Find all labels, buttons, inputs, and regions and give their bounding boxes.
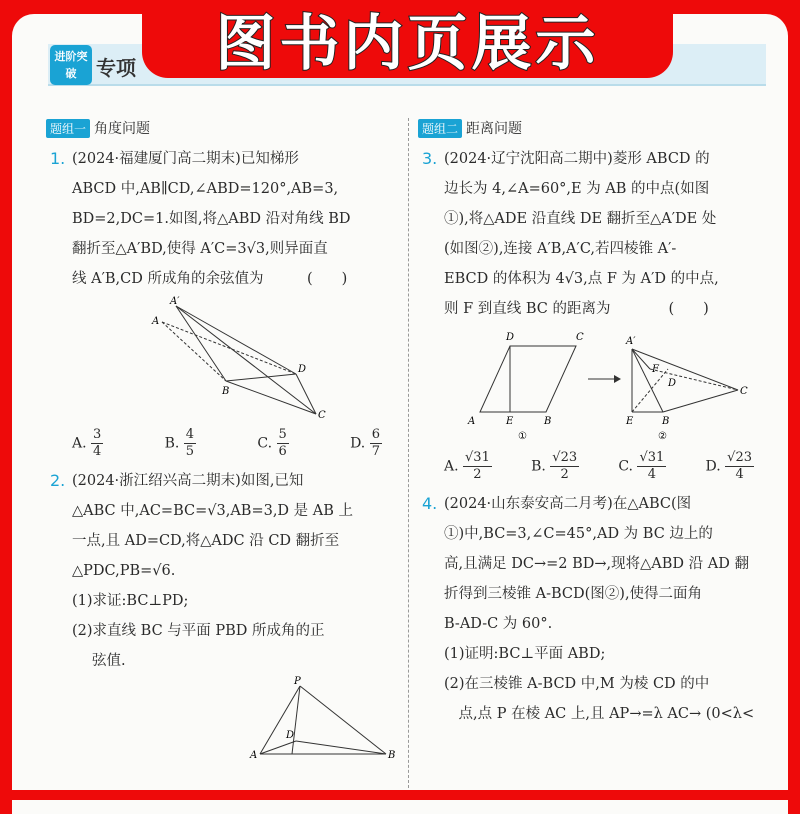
line: ABCD 中,AB∥CD,∠ABD=120°,AB=3, [72, 181, 339, 197]
option-a[interactable]: A. $\frac{3}{4}$ [72, 427, 102, 459]
figure-q3 [418, 324, 778, 442]
line: 高,且满足 DC→=2 BD→,现将△ABD 沿 AD 翻 [444, 556, 749, 572]
line: 则 F 到直线 BC 的距离为 ( ) [444, 301, 709, 317]
option-b[interactable]: B. $\frac{√23}{2}$ [531, 450, 578, 482]
fig-label: B [544, 416, 552, 427]
line: △PDC,PB=√6. [72, 563, 176, 579]
fig-label: A′ [626, 336, 636, 347]
line: 一点,且 AD=CD,将△ADC 沿 CD 翻折至 [72, 533, 340, 549]
line: (如图②),连接 A′B,A′C,若四棱锥 A′- [444, 241, 677, 257]
fig-label: A [250, 750, 258, 761]
line: 边长为 4,∠A=60°,E 为 AB 的中点(如图 [444, 181, 710, 197]
option-c[interactable]: C. $\frac{5}{6}$ [257, 427, 287, 459]
question-1 [46, 144, 406, 294]
line: ①)中,BC=3,∠C=45°,AD 为 BC 边上的 [444, 526, 713, 542]
fig-label: E [506, 416, 514, 427]
banner-title: 图书内页展示 [215, 9, 600, 79]
fig-label: B [662, 416, 670, 427]
line: (2)求直线 BC 与平面 PBD 所成角的正 [72, 623, 325, 639]
column-divider [408, 118, 409, 798]
line: (1)证明:BC⊥平面 ABD; [444, 646, 606, 662]
options-q3 [418, 446, 778, 489]
fig-label: D [506, 332, 515, 343]
fig-label: D [668, 378, 677, 389]
figure-q1 [46, 294, 406, 419]
right-column [418, 118, 778, 729]
question-number: 4. [422, 494, 438, 513]
fig-caption: ② [658, 431, 667, 442]
fig-label: D [286, 730, 295, 741]
line: (2024·福建厦门高二期末)已知梯形 [72, 151, 299, 167]
fig-label: B [222, 386, 230, 397]
options-q1 [46, 423, 406, 466]
advance-badge: 进阶突破 [50, 45, 92, 85]
section-tag: 题组二 [418, 119, 462, 138]
fig-label: B [388, 750, 396, 761]
line: 线 A′B,CD 所成角的余弦值为 ( ) [72, 271, 348, 287]
section-header [418, 118, 778, 138]
line: (2024·辽宁沈阳高二期中)菱形 ABCD 的 [444, 151, 710, 167]
option-d[interactable]: D. $\frac{6}{7}$ [350, 427, 380, 459]
fig-label: A [468, 416, 476, 427]
section-title: 角度问题 [94, 121, 151, 137]
question-4 [418, 489, 778, 729]
fig-label: P [294, 676, 301, 687]
option-c[interactable]: C. $\frac{√31}{4}$ [618, 450, 665, 482]
header-title: 专项 [96, 56, 136, 80]
fig-label: F [652, 364, 659, 375]
line: ①),将△ADE 沿直线 DE 翻折至△A′DE 处 [444, 211, 717, 227]
line: EBCD 的体积为 4√3,点 F 为 A′D 的中点, [444, 271, 719, 287]
line: (1)求证:BC⊥PD; [72, 593, 189, 609]
fig-label: C [576, 332, 584, 343]
line: 弦值. [92, 653, 126, 669]
line: (2024·浙江绍兴高二期末)如图,已知 [72, 473, 304, 489]
line: 翻折至△A′BD,使得 A′C=3√3,则异面直 [72, 241, 328, 257]
question-2 [46, 466, 406, 676]
fig-label: A′ [170, 296, 180, 307]
fig-label: D [298, 364, 307, 375]
figure-q2 [46, 676, 406, 766]
question-number: 2. [50, 471, 66, 490]
fig-label: C [740, 386, 748, 397]
fig-label: A [152, 316, 160, 327]
line: △ABC 中,AC=BC=√3,AB=3,D 是 AB 上 [72, 503, 354, 519]
section-tag: 题组一 [46, 119, 90, 138]
left-column [46, 118, 406, 770]
question-3 [418, 144, 778, 324]
question-number: 1. [50, 149, 66, 168]
line: (2024·山东泰安高二月考)在△ABC(图 [444, 496, 692, 512]
question-number: 3. [422, 149, 438, 168]
fig-caption: ① [518, 431, 527, 442]
option-a[interactable]: A. $\frac{√31}{2}$ [444, 450, 490, 482]
fig-label: E [626, 416, 634, 427]
section-header [46, 118, 406, 138]
bottom-frame [0, 790, 800, 800]
fig-label: C [318, 410, 326, 419]
line: 点,点 P 在棱 AC 上,且 AP→=λ AC→ (0<λ< [444, 706, 755, 722]
line: (2)在三棱锥 A-BCD 中,M 为棱 CD 的中 [444, 676, 710, 692]
section-title: 距离问题 [466, 121, 523, 137]
promo-banner [142, 0, 673, 78]
option-d[interactable]: D. $\frac{√23}{4}$ [705, 450, 752, 482]
option-b[interactable]: B. $\frac{4}{5}$ [164, 427, 195, 459]
line: 折得到三棱锥 A-BCD(图②),使得二面角 [444, 586, 703, 602]
line: BD=2,DC=1.如图,将△ABD 沿对角线 BD [72, 211, 351, 227]
line: B-AD-C 为 60°. [444, 616, 553, 632]
